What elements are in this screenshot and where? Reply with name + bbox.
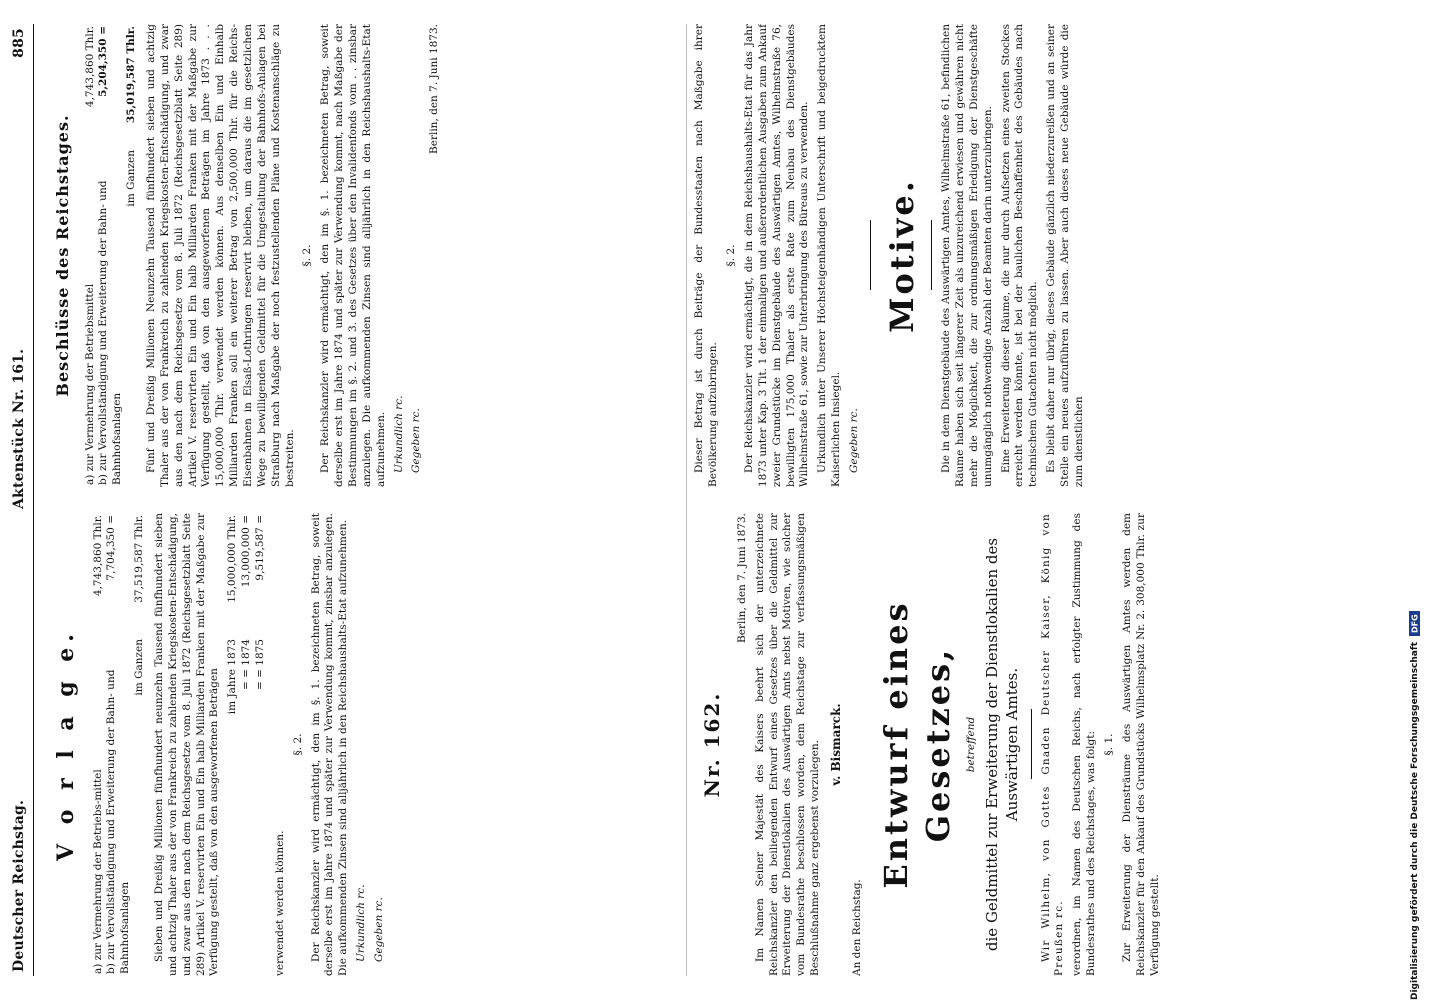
beschluesse-total-label: im Ganzen	[125, 150, 138, 207]
vorlage-closing-2: Gegeben rc.	[372, 897, 385, 962]
motive-p1: Die in dem Dienstgebäude des Auswärtigen Amtes, Wilhelmstraße 61, befindlichen Räume haben sich seit längerer Zeit als unzureichend erwiesen und gewähren nicht mehr die Möglichkeit, die zur ordnungsmäßigen Erledigung der Dienstgeschäfte unumgänglich nothwendige Anzahl der Beamten darin unterzubringen.	[940, 24, 994, 487]
digitization-note	[1406, 8, 1424, 1000]
entwurf-preamble: verordnen, im Namen des Deutschen Reichs, nach erfolgter Zustimmung des Bundesrathes und des Reichstages, was folgt:	[1071, 513, 1098, 976]
vorlage-column	[46, 513, 686, 976]
page-header	[10, 24, 34, 976]
vorlage-year-1875: = = 1875	[253, 639, 266, 690]
nr162-date: Berlin, den 7. Juni 1873.	[735, 513, 748, 643]
beschluesse-closing-1: Urkundlich rc.	[392, 395, 405, 473]
vorlage-year-1875-amount: 9,519,587 =	[253, 515, 266, 581]
dfg-badge: DFG	[1410, 611, 1421, 636]
vorlage-after-years: verwendet werden können.	[273, 830, 286, 976]
digitization-text: Digitalisierung gefördert durch die Deutsche Forschungsgemeinschaft	[1410, 641, 1420, 1000]
nr162-column	[693, 513, 1343, 976]
vorlage-closing-1: Urkundlich rc.	[355, 884, 368, 962]
header-center: Aktenstück Nr. 161.	[11, 348, 27, 510]
nr162-title: Nr. 162.	[700, 691, 725, 798]
beschluesse-item-b: b) zur Vervollständigung und Erweiterung der Bahn- und Bahnhofsanlagen	[97, 180, 124, 485]
motive-p2: Eine Erweiterung dieser Räume, die nur durch Aufsetzen eines zweiten Stockes erreicht werden könnte, ist bei der baulichen Beschaffenheit des Gebäudes nach technischem Gutachten nicht möglich.	[999, 24, 1040, 487]
entwurf-title: Entwurf eines Gesetzes,	[876, 600, 957, 889]
beschluesse-date: Berlin, den 7. Juni 1873.	[428, 24, 441, 154]
beschluesse-item-b-amount: 5,204,350 =	[97, 26, 110, 97]
divider	[1031, 710, 1032, 780]
vorlage-par2-text: Der Reichskanzler wird ermächtigt, den im §. 1. bezeichneten Betrag, soweit derselbe erst im Jahre 1874 und später zur Verwendung kommt, zinsbar anzulegen. Die aufkommenden Zinsen sind alljährlich in den Reichshaushalts-Etat aufzunehmen.	[309, 513, 350, 976]
beschluesse-column	[46, 24, 686, 487]
motive-column	[693, 24, 1343, 487]
entwurf-par2-text: Der Reichskanzler wird ermächtigt, die in dem Reichshaushalts-Etat für das Jahr 1873 unter Kap. 3 Tit. 1 der einmaligen und außerordentlichen Ausgaben zum Ankauf zweier Grundstücke im Dienstgebäude des Auswärtigen Amtes, Wilhelmstraße 76, bewilligten 175,000 Thaler als erste Rate zum Neubau des Dienstgebäudes Wilhelmstraße 61, sowie zur Unterbringung des Büreaus zu verwenden.	[743, 24, 811, 487]
entwurf-closing-1: Urkundlich unter Unserer Höchsteigenhändigen Unterschrift und beigedrucktem Kaiserlichen Insiegel.	[816, 24, 843, 487]
beschluesse-closing-2: Gegeben rc.	[410, 408, 423, 473]
beschluesse-text: Fünf und Dreißig Millionen Neunzehn Tausend fünfhundert sieben und achtzig Thaler aus der von Frankreich zu zahlenden Kriegskosten-Entschädigung, und zwar aus den nach dem Reichsgesetze vom 8. Juli 1872 (Reichsgesetzblatt Seite 289) Artikel V. reservirten Ein und Ein halb Milliarden Franken mit der Maßgabe zur Verfügung gestellt, daß von den ausgeworfenen Beträgen im Jahre 1873 . . . 15,000,000 Thlr. verwendet werden können. Aus denselben Ein und Einhalb Milliarden Franken soll ein weiterer Betrag von 2,500,000 Thlr. für die Reichs-Eisenbahnen in Elsaß-Lothringen reservirt bleiben, um daraus die im gesetzlichen Wege zu bewilligenden Geldmittel für die Umgestaltung der Bahnhofs-Anlagen bei Straßburg nach Maßgabe der noch festzustellenden Pläne und Kostenanschläge zu bestreiten.	[145, 24, 296, 487]
vorlage-title: V o r l a g e.	[53, 628, 80, 861]
beschluesse-par2-text: Der Reichskanzler wird ermächtigt, den im §. 1. bezeichneten Betrag, soweit derselbe erst im Jahre 1874 und später zur Verwendung kommt, nach Maßgabe der Bestimmungen im §. 2. und 3. des Gesetzes über den Invalidenfonds vom . . zinsbar anzulegen. Die aufkommenden Zinsen sind alljährlich in den Reichshaushalts-Etat aufzunehmen.	[319, 24, 387, 487]
nr162-addressee: An den Reichstag.	[850, 879, 863, 976]
header-left: Deutscher Reichstag.	[11, 799, 27, 972]
beschluesse-total: 35,019,587 Thlr.	[125, 26, 138, 124]
beschluesse-items	[84, 24, 139, 487]
vorlage-year-1873: im Jahre 1873	[226, 639, 239, 715]
vorlage-item-a: a) zur Vermehrung der Betriebs-mittel	[91, 769, 104, 974]
page-number: 885	[11, 28, 27, 58]
beschluesse-item-a-amount: 4,743,860 Thlr.	[83, 26, 96, 108]
divider	[931, 221, 932, 291]
entwurf-subject: die Geldmittel zur Erweiterung der Dienstlokalien des Auswärtigen Amtes.	[983, 537, 1021, 952]
entwurf-par1-head: §. 1.	[1103, 733, 1116, 756]
entwurf-betreffend: betreffend	[965, 716, 978, 773]
vorlage-item-b-amount: 7,704,350 =	[105, 515, 118, 581]
vorlage-year-1873-amount: 15,000,000 Thlr.	[226, 515, 239, 603]
motive-p3: Es bleibt daher nur übrig, dieses Gebäude gänzlich niederzureißen und an seiner Stelle ein neues aufzuführen zu lassen. Aber auch dieses neue Gebäude würde die zum dienstlichen	[1045, 24, 1085, 487]
beschluesse-title: Beschlüsse des Reichstages.	[53, 114, 73, 397]
beschluesse-item-a: a) zur Vermehrung der Betriebsmittel	[83, 283, 96, 485]
nr162-text: Im Namen Seiner Majestät des Kaisers beehrt sich der unterzeichnete Reichskanzler den beiliegenden Entwurf eines Gesetzes über die Geldmittel zur Erweiterung der Dienstlokalien des Auswärtigen Amts nebst Motiven, wie solcher vom Bundesrathe beschlossen worden, dem Reichstage zur verfassungsmäßigen Beschlußnahme ganz ergebenst vorzulegen.	[753, 513, 822, 976]
vorlage-text: Sieben und Dreißig Millionen fünfhundert neunzehn Tausend fünfhundert sieben und achtzig Thaler aus der von Frankreich zu zahlenden Kriegskosten-Entschädigung, und zwar aus den nach dem Reichsgesetze vom 8. Juli 1872 (Reichsgesetzblatt Seite 289) Artikel V. reservirten Ein und Ein halb Milliarden Franken mit der Maßgabe zur Verfügung gestellt, daß von den ausgeworfenen Beträgen	[152, 513, 221, 976]
entwurf-cont-text: Dieser Betrag ist durch Beiträge der Bundesstaaten nach Maßgabe ihrer Bevölkerung aufzubringen.	[693, 24, 720, 487]
entwurf-par2-head: §. 2.	[725, 244, 738, 267]
vorlage-items	[92, 513, 147, 976]
vorlage-year-1874-amount: 13,000,000 =	[240, 515, 253, 588]
vorlage-total-label: im Ganzen	[133, 639, 146, 696]
entwurf-closing-2: Gegeben rc.	[848, 408, 861, 473]
vorlage-item-a-amount: 4,743,860 Thlr.	[91, 515, 104, 597]
vorlage-item-b: b) zur Vervollständigung und Erweiterung der Bahn- und Bahnhofsanlagen	[105, 669, 132, 974]
motive-title: Motive.	[882, 178, 921, 333]
vorlage-years	[226, 513, 268, 976]
divider	[870, 221, 871, 291]
entwurf-preamble-name: Wir Wilhelm, von Gottes Gnaden Deutscher Kaiser, König von Preußen rc.	[1039, 513, 1066, 976]
vorlage-par2-head: §. 2.	[291, 733, 304, 756]
entwurf-par1-text: Zur Erweiterung der Diensträume des Auswärtigen Amtes werden dem Reichskanzler für den Ankauf des Grundstücks Wilhelmsplatz Nr. 2. 308,000 Thlr. zur Verfügung gestellt.	[1120, 513, 1161, 976]
vorlage-year-1874: = = 1874	[240, 639, 253, 690]
vorlage-total: 37,519,587 Thlr.	[133, 515, 146, 603]
nr162-signature: v. Bismarck.	[829, 703, 844, 786]
beschluesse-par2-head: §. 2.	[301, 244, 314, 267]
